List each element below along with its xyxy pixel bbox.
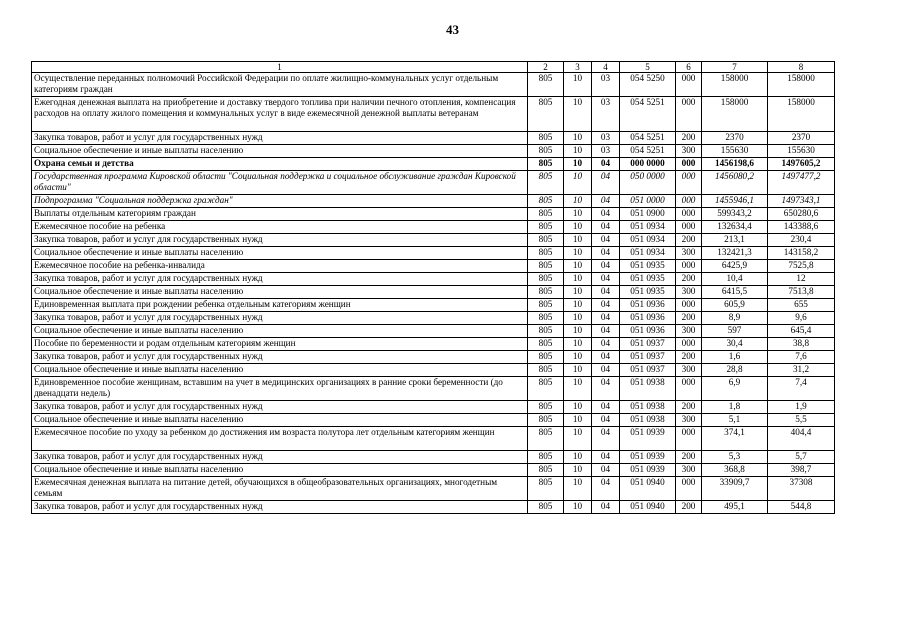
section-code-cell: 10: [564, 234, 592, 247]
expense-type-cell: 000: [676, 208, 702, 221]
expense-type-cell: 300: [676, 247, 702, 260]
amount-year2-cell: 5,5: [768, 414, 835, 427]
expense-type-cell: 000: [676, 158, 702, 171]
section-code-cell: 10: [564, 73, 592, 97]
budget-table: [31, 61, 835, 514]
subsection-code-cell: 04: [592, 273, 620, 286]
amount-year1-cell: 374,1: [702, 427, 768, 451]
subsection-code-cell: 04: [592, 464, 620, 477]
item-name-cell: Социальное обеспечение и иные выплаты населению: [32, 414, 528, 427]
amount-year1-cell: 132634,4: [702, 221, 768, 234]
expense-type-cell: 000: [676, 195, 702, 208]
item-name-cell: Закупка товаров, работ и услуг для государственных нужд: [32, 451, 528, 464]
amount-year2-cell: 650280,6: [768, 208, 835, 221]
section-code-cell: 10: [564, 145, 592, 158]
section-code-cell: 10: [564, 286, 592, 299]
amount-year1-cell: 1456198,6: [702, 158, 768, 171]
target-article-cell: 051 0939: [620, 464, 676, 477]
ministry-code-cell: 805: [528, 208, 564, 221]
subsection-code-cell: 04: [592, 208, 620, 221]
expense-type-cell: 000: [676, 427, 702, 451]
amount-year1-cell: 2370: [702, 132, 768, 145]
ministry-code-cell: 805: [528, 195, 564, 208]
ministry-code-cell: 805: [528, 451, 564, 464]
item-name-cell: Закупка товаров, работ и услуг для государственных нужд: [32, 273, 528, 286]
amount-year1-cell: 1,6: [702, 351, 768, 364]
section-code-cell: 10: [564, 501, 592, 514]
table-row: [32, 145, 835, 158]
amount-year1-cell: 495,1: [702, 501, 768, 514]
amount-year2-cell: 5,7: [768, 451, 835, 464]
ministry-code-cell: 805: [528, 312, 564, 325]
item-name-cell: Закупка товаров, работ и услуг для государственных нужд: [32, 132, 528, 145]
item-name-cell: Единовременная выплата при рождении ребенка отдельным категориям женщин: [32, 299, 528, 312]
item-name-cell: Социальное обеспечение и иные выплаты населению: [32, 286, 528, 299]
amount-year2-cell: 7,6: [768, 351, 835, 364]
header-cell: 7: [702, 62, 768, 73]
section-code-cell: 10: [564, 451, 592, 464]
subsection-code-cell: 04: [592, 501, 620, 514]
table-row: [32, 312, 835, 325]
subsection-code-cell: 04: [592, 377, 620, 401]
section-code-cell: 10: [564, 171, 592, 195]
amount-year1-cell: 1456080,2: [702, 171, 768, 195]
target-article-cell: 051 0936: [620, 299, 676, 312]
header-cell: 1: [32, 62, 528, 73]
table-row: [32, 464, 835, 477]
section-code-cell: 10: [564, 273, 592, 286]
subsection-code-cell: 04: [592, 427, 620, 451]
target-article-cell: 051 0938: [620, 401, 676, 414]
section-code-cell: 10: [564, 221, 592, 234]
amount-year1-cell: 5,3: [702, 451, 768, 464]
subsection-code-cell: 04: [592, 312, 620, 325]
amount-year1-cell: 155630: [702, 145, 768, 158]
expense-type-cell: 000: [676, 299, 702, 312]
ministry-code-cell: 805: [528, 158, 564, 171]
amount-year2-cell: 158000: [768, 73, 835, 97]
expense-type-cell: 300: [676, 364, 702, 377]
target-article-cell: 051 0939: [620, 451, 676, 464]
amount-year1-cell: 28,8: [702, 364, 768, 377]
amount-year1-cell: 597: [702, 325, 768, 338]
item-name-cell: Закупка товаров, работ и услуг для государственных нужд: [32, 312, 528, 325]
amount-year1-cell: 33909,7: [702, 477, 768, 501]
target-article-cell: 054 5251: [620, 97, 676, 132]
target-article-cell: 051 0935: [620, 286, 676, 299]
amount-year2-cell: 398,7: [768, 464, 835, 477]
section-code-cell: 10: [564, 132, 592, 145]
item-name-cell: Социальное обеспечение и иные выплаты населению: [32, 325, 528, 338]
ministry-code-cell: 805: [528, 351, 564, 364]
ministry-code-cell: 805: [528, 221, 564, 234]
section-code-cell: 10: [564, 299, 592, 312]
ministry-code-cell: 805: [528, 401, 564, 414]
target-article-cell: 051 0940: [620, 477, 676, 501]
subsection-code-cell: 04: [592, 260, 620, 273]
item-name-cell: Единовременное пособие женщинам, вставшим на учет в медицинских организациях в ранние сроки беременности (до двенадцати недель): [32, 377, 528, 401]
amount-year1-cell: 5,1: [702, 414, 768, 427]
amount-year2-cell: 1,9: [768, 401, 835, 414]
table-row: [32, 401, 835, 414]
item-name-cell: Охрана семьи и детства: [32, 158, 528, 171]
item-name-cell: Ежемесячная денежная выплата на питание детей, обучающихся в общеобразовательных организациях, многодетным семьям: [32, 477, 528, 501]
item-name-cell: Ежемесячное пособие на ребенка: [32, 221, 528, 234]
expense-type-cell: 200: [676, 351, 702, 364]
expense-type-cell: 000: [676, 171, 702, 195]
section-code-cell: 10: [564, 312, 592, 325]
expense-type-cell: 000: [676, 377, 702, 401]
header-row: [32, 62, 835, 73]
expense-type-cell: 200: [676, 401, 702, 414]
amount-year1-cell: 6415,5: [702, 286, 768, 299]
target-article-cell: 051 0937: [620, 338, 676, 351]
target-article-cell: 051 0935: [620, 260, 676, 273]
table-row: [32, 299, 835, 312]
amount-year1-cell: 1455946,1: [702, 195, 768, 208]
ministry-code-cell: 805: [528, 260, 564, 273]
item-name-cell: Осуществление переданных полномочий Российской Федерации по оплате жилищно-коммунальных услуг отдельным категориям граждан: [32, 73, 528, 97]
section-code-cell: 10: [564, 97, 592, 132]
table-row: [32, 477, 835, 501]
item-name-cell: Социальное обеспечение и иные выплаты населению: [32, 364, 528, 377]
ministry-code-cell: 805: [528, 477, 564, 501]
header-cell: 6: [676, 62, 702, 73]
section-code-cell: 10: [564, 247, 592, 260]
amount-year2-cell: 38,8: [768, 338, 835, 351]
expense-type-cell: 000: [676, 97, 702, 132]
ministry-code-cell: 805: [528, 132, 564, 145]
subsection-code-cell: 04: [592, 195, 620, 208]
target-article-cell: 051 0900: [620, 208, 676, 221]
ministry-code-cell: 805: [528, 427, 564, 451]
expense-type-cell: 000: [676, 338, 702, 351]
amount-year2-cell: 1497477,2: [768, 171, 835, 195]
section-code-cell: 10: [564, 477, 592, 501]
item-name-cell: Ежемесячное пособие на ребенка-инвалида: [32, 260, 528, 273]
section-code-cell: 10: [564, 351, 592, 364]
header-cell: 5: [620, 62, 676, 73]
table-row: [32, 73, 835, 97]
section-code-cell: 10: [564, 158, 592, 171]
expense-type-cell: 300: [676, 325, 702, 338]
amount-year1-cell: 8,9: [702, 312, 768, 325]
table-row: [32, 132, 835, 145]
amount-year1-cell: 213,1: [702, 234, 768, 247]
table-row: [32, 195, 835, 208]
ministry-code-cell: 805: [528, 145, 564, 158]
target-article-cell: 054 5251: [620, 132, 676, 145]
expense-type-cell: 200: [676, 234, 702, 247]
table-row: [32, 414, 835, 427]
ministry-code-cell: 805: [528, 501, 564, 514]
expense-type-cell: 200: [676, 312, 702, 325]
table-row: [32, 501, 835, 514]
amount-year2-cell: 1497343,1: [768, 195, 835, 208]
section-code-cell: 10: [564, 364, 592, 377]
item-name-cell: Закупка товаров, работ и услуг для государственных нужд: [32, 401, 528, 414]
amount-year2-cell: 7525,8: [768, 260, 835, 273]
amount-year1-cell: 158000: [702, 73, 768, 97]
amount-year2-cell: 7513,8: [768, 286, 835, 299]
amount-year2-cell: 31,2: [768, 364, 835, 377]
table-row: [32, 325, 835, 338]
section-code-cell: 10: [564, 401, 592, 414]
subsection-code-cell: 03: [592, 145, 620, 158]
ministry-code-cell: 805: [528, 247, 564, 260]
ministry-code-cell: 805: [528, 273, 564, 286]
target-article-cell: 051 0937: [620, 364, 676, 377]
table-row: [32, 338, 835, 351]
expense-type-cell: 000: [676, 221, 702, 234]
header-cell: 8: [768, 62, 835, 73]
table-row: [32, 286, 835, 299]
amount-year1-cell: 6,9: [702, 377, 768, 401]
amount-year2-cell: 230,4: [768, 234, 835, 247]
table-row: [32, 427, 835, 451]
amount-year2-cell: 155630: [768, 145, 835, 158]
amount-year1-cell: 6425,9: [702, 260, 768, 273]
expense-type-cell: 000: [676, 260, 702, 273]
table-row: [32, 234, 835, 247]
subsection-code-cell: 04: [592, 401, 620, 414]
item-name-cell: Подпрограмма "Социальная поддержка граждан": [32, 195, 528, 208]
target-article-cell: 051 0939: [620, 427, 676, 451]
table-row: [32, 208, 835, 221]
table-row: [32, 260, 835, 273]
target-article-cell: 054 5251: [620, 145, 676, 158]
amount-year2-cell: 7,4: [768, 377, 835, 401]
amount-year2-cell: 655: [768, 299, 835, 312]
table-row: [32, 97, 835, 132]
target-article-cell: 051 0934: [620, 221, 676, 234]
expense-type-cell: 300: [676, 464, 702, 477]
table-row: [32, 171, 835, 195]
section-code-cell: 10: [564, 260, 592, 273]
table-row: [32, 158, 835, 171]
amount-year1-cell: 605,9: [702, 299, 768, 312]
target-article-cell: 051 0937: [620, 351, 676, 364]
amount-year1-cell: 368,8: [702, 464, 768, 477]
amount-year2-cell: 404,4: [768, 427, 835, 451]
section-code-cell: 10: [564, 338, 592, 351]
target-article-cell: 054 5250: [620, 73, 676, 97]
amount-year2-cell: 2370: [768, 132, 835, 145]
table-row: [32, 351, 835, 364]
ministry-code-cell: 805: [528, 414, 564, 427]
item-name-cell: Ежемесячное пособие по уходу за ребенком до достижения им возраста полутора лет отдельным категориям женщин: [32, 427, 528, 451]
subsection-code-cell: 04: [592, 351, 620, 364]
amount-year1-cell: 132421,3: [702, 247, 768, 260]
table-row: [32, 247, 835, 260]
item-name-cell: Выплаты отдельным категориям граждан: [32, 208, 528, 221]
header-cell: 3: [564, 62, 592, 73]
expense-type-cell: 300: [676, 286, 702, 299]
subsection-code-cell: 04: [592, 286, 620, 299]
subsection-code-cell: 04: [592, 234, 620, 247]
subsection-code-cell: 04: [592, 299, 620, 312]
target-article-cell: 051 0940: [620, 501, 676, 514]
amount-year2-cell: 645,4: [768, 325, 835, 338]
ministry-code-cell: 805: [528, 299, 564, 312]
amount-year2-cell: 158000: [768, 97, 835, 132]
amount-year2-cell: 1497605,2: [768, 158, 835, 171]
subsection-code-cell: 04: [592, 477, 620, 501]
item-name-cell: Закупка товаров, работ и услуг для государственных нужд: [32, 501, 528, 514]
amount-year2-cell: 37308: [768, 477, 835, 501]
ministry-code-cell: 805: [528, 464, 564, 477]
section-code-cell: 10: [564, 377, 592, 401]
table-row: [32, 377, 835, 401]
header-cell: 2: [528, 62, 564, 73]
amount-year1-cell: 10,4: [702, 273, 768, 286]
amount-year1-cell: 158000: [702, 97, 768, 132]
item-name-cell: Ежегодная денежная выплата на приобретение и доставку твердого топлива при наличии печного отопления, компенсация расходов на оплату жилого помещения и коммунальных услуг в виде ежемесячной денежной выплаты ветеранам: [32, 97, 528, 132]
subsection-code-cell: 03: [592, 132, 620, 145]
table-row: [32, 364, 835, 377]
section-code-cell: 10: [564, 414, 592, 427]
ministry-code-cell: 805: [528, 377, 564, 401]
target-article-cell: 000 0000: [620, 158, 676, 171]
subsection-code-cell: 04: [592, 414, 620, 427]
ministry-code-cell: 805: [528, 234, 564, 247]
subsection-code-cell: 03: [592, 73, 620, 97]
ministry-code-cell: 805: [528, 171, 564, 195]
expense-type-cell: 200: [676, 451, 702, 464]
target-article-cell: 051 0000: [620, 195, 676, 208]
page-number: 43: [446, 22, 459, 37]
amount-year1-cell: 599343,2: [702, 208, 768, 221]
item-name-cell: Государственная программа Кировской области "Социальная поддержка и социальное обслуживание граждан Кировской области": [32, 171, 528, 195]
expense-type-cell: 300: [676, 145, 702, 158]
subsection-code-cell: 04: [592, 171, 620, 195]
section-code-cell: 10: [564, 427, 592, 451]
expense-type-cell: 000: [676, 477, 702, 501]
ministry-code-cell: 805: [528, 286, 564, 299]
expense-type-cell: 300: [676, 414, 702, 427]
item-name-cell: Закупка товаров, работ и услуг для государственных нужд: [32, 234, 528, 247]
target-article-cell: 050 0000: [620, 171, 676, 195]
subsection-code-cell: 04: [592, 451, 620, 464]
amount-year2-cell: 9,6: [768, 312, 835, 325]
header-cell: 4: [592, 62, 620, 73]
target-article-cell: 051 0938: [620, 377, 676, 401]
item-name-cell: Закупка товаров, работ и услуг для государственных нужд: [32, 351, 528, 364]
item-name-cell: Социальное обеспечение и иные выплаты населению: [32, 464, 528, 477]
ministry-code-cell: 805: [528, 97, 564, 132]
amount-year1-cell: 30,4: [702, 338, 768, 351]
subsection-code-cell: 04: [592, 338, 620, 351]
ministry-code-cell: 805: [528, 325, 564, 338]
amount-year2-cell: 143388,6: [768, 221, 835, 234]
section-code-cell: 10: [564, 325, 592, 338]
ministry-code-cell: 805: [528, 73, 564, 97]
amount-year2-cell: 544,8: [768, 501, 835, 514]
ministry-code-cell: 805: [528, 364, 564, 377]
amount-year1-cell: 1,8: [702, 401, 768, 414]
subsection-code-cell: 04: [592, 158, 620, 171]
section-code-cell: 10: [564, 464, 592, 477]
section-code-cell: 10: [564, 208, 592, 221]
table-row: [32, 221, 835, 234]
subsection-code-cell: 04: [592, 221, 620, 234]
expense-type-cell: 200: [676, 132, 702, 145]
table-row: [32, 273, 835, 286]
subsection-code-cell: 04: [592, 364, 620, 377]
item-name-cell: Социальное обеспечение и иные выплаты населению: [32, 145, 528, 158]
table-body: [32, 73, 835, 514]
item-name-cell: Социальное обеспечение и иные выплаты населению: [32, 247, 528, 260]
target-article-cell: 051 0936: [620, 325, 676, 338]
table-row: [32, 451, 835, 464]
expense-type-cell: 000: [676, 73, 702, 97]
ministry-code-cell: 805: [528, 338, 564, 351]
amount-year2-cell: 143158,2: [768, 247, 835, 260]
expense-type-cell: 200: [676, 501, 702, 514]
target-article-cell: 051 0935: [620, 273, 676, 286]
target-article-cell: 051 0936: [620, 312, 676, 325]
expense-type-cell: 200: [676, 273, 702, 286]
subsection-code-cell: 04: [592, 325, 620, 338]
subsection-code-cell: 04: [592, 247, 620, 260]
subsection-code-cell: 03: [592, 97, 620, 132]
amount-year2-cell: 12: [768, 273, 835, 286]
item-name-cell: Пособие по беременности и родам отдельным категориям женщин: [32, 338, 528, 351]
target-article-cell: 051 0934: [620, 234, 676, 247]
target-article-cell: 051 0938: [620, 414, 676, 427]
section-code-cell: 10: [564, 195, 592, 208]
target-article-cell: 051 0934: [620, 247, 676, 260]
